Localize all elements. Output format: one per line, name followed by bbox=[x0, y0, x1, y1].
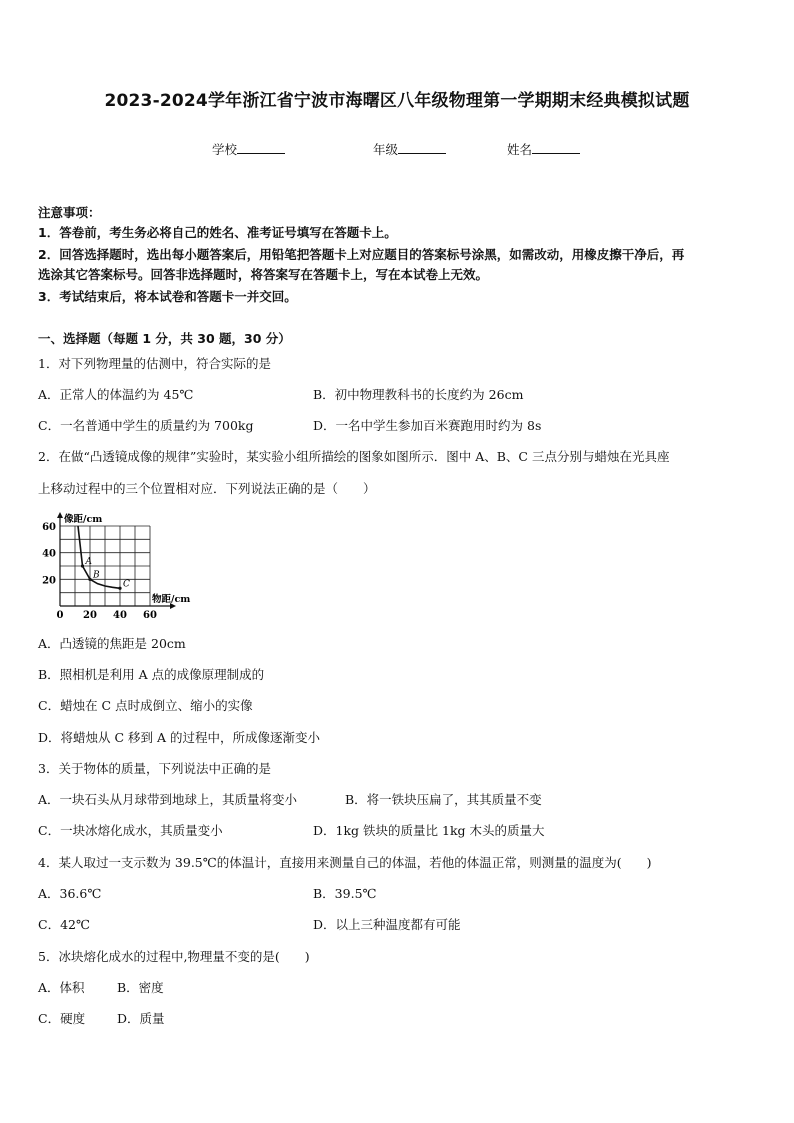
question-4-option-d: D．以上三种温度都有可能 bbox=[313, 917, 461, 932]
x-axis-label: 物距/cm bbox=[152, 594, 191, 605]
question-2-stem-line-1: 2．在做“凸透镜成像的规律”实验时，某实验小组所描绘的图象如图所示．图中 A、B、C 三点分别与蜡烛在光具座 bbox=[38, 449, 670, 464]
exam-title: 2023-2024学年浙江省宁波市海曙区八年级物理第一学期期末经典模拟试题 bbox=[104, 91, 690, 111]
x-tick-label: 60 bbox=[143, 610, 157, 620]
notes-heading: 注意事项： bbox=[38, 205, 101, 220]
question-5-option-c: C．硬度 bbox=[38, 1011, 86, 1026]
question-5-option-b: B．密度 bbox=[117, 980, 164, 995]
question-1-stem: 1．对下列物理量的估测中，符合实际的是 bbox=[38, 356, 271, 371]
question-1-option-c: C．一名普通中学生的质量约为 700kg bbox=[38, 418, 254, 433]
point-label-b: B bbox=[93, 570, 100, 581]
question-5-option-a: A．体积 bbox=[38, 980, 85, 995]
note-item: 选涂其它答案标号。回答非选择题时，将答案写在答题卡上，写在本试卷上无效。 bbox=[38, 267, 489, 282]
question-4-option-a: A．36.6℃ bbox=[38, 886, 102, 901]
note-item: 1．答卷前，考生务必将自己的姓名、准考证号填写在答题卡上。 bbox=[38, 225, 397, 240]
name-field bbox=[507, 140, 580, 158]
question-3-option-a: A．一块石头从月球带到地球上，其质量将变小 bbox=[38, 792, 298, 807]
name-label: 姓名 bbox=[507, 142, 533, 157]
grade-label: 年级 bbox=[373, 142, 399, 157]
question-2-stem-line-2: 上移动过程中的三个位置相对应．下列说法正确的是（ ） bbox=[38, 481, 376, 496]
point-label-a: A bbox=[85, 557, 92, 567]
name-blank bbox=[532, 141, 580, 154]
question-4-option-c: C．42℃ bbox=[38, 917, 90, 932]
school-blank bbox=[237, 141, 285, 154]
grade-field bbox=[373, 140, 446, 158]
question-4-option-b: B．39.5℃ bbox=[313, 886, 377, 901]
y-axis-label: 像距/cm bbox=[64, 514, 103, 525]
question-3-option-c: C．一块冰熔化成水，其质量变小 bbox=[38, 823, 223, 838]
question-2-option-b: B．照相机是利用 A 点的成像原理制成的 bbox=[38, 667, 265, 682]
point-b bbox=[88, 578, 91, 581]
question-5-option-d: D．质量 bbox=[117, 1011, 165, 1026]
point-a bbox=[81, 564, 84, 567]
y-tick-label: 40 bbox=[42, 548, 56, 560]
x-tick-label: 0 bbox=[56, 610, 64, 620]
x-tick-label: 40 bbox=[113, 610, 127, 620]
question-3-stem: 3．关于物体的质量，下列说法中正确的是 bbox=[38, 761, 271, 776]
note-item: 2．回答选择题时，选出每小题答案后，用铅笔把答题卡上对应题目的答案标号涂黑，如需改动，用橡皮擦干净后，再 bbox=[38, 247, 685, 262]
question-2-option-d: D．将蜡烛从 C 移到 A 的过程中，所成像逐渐变小 bbox=[38, 730, 321, 745]
y-tick-label: 60 bbox=[42, 522, 56, 533]
section-heading: 一、选择题（每题 1 分，共 30 题，30 分） bbox=[38, 331, 291, 346]
question-2-option-c: C．蜡烛在 C 点时成倒立、缩小的实像 bbox=[38, 698, 253, 713]
lens-image-chart bbox=[34, 508, 194, 620]
question-3-option-b: B．将一铁块压扁了，其其质量不变 bbox=[345, 792, 542, 807]
grade-blank bbox=[398, 141, 446, 154]
x-tick-label: 20 bbox=[83, 610, 97, 620]
question-1-option-a: A．正常人的体温约为 45℃ bbox=[38, 387, 194, 402]
point-label-c: C bbox=[123, 579, 130, 590]
question-2-option-a: A．凸透镜的焦距是 20cm bbox=[38, 636, 186, 651]
question-3-option-d: D．1kg 铁块的质量比 1kg 木头的质量大 bbox=[313, 823, 545, 838]
y-axis-arrow bbox=[57, 512, 63, 518]
question-1-option-b: B．初中物理教科书的长度约为 26cm bbox=[313, 387, 524, 402]
note-item: 3．考试结束后，将本试卷和答题卡一并交回。 bbox=[38, 289, 297, 304]
school-label: 学校 bbox=[212, 142, 238, 157]
school-field bbox=[212, 140, 285, 158]
question-1-option-d: D．一名中学生参加百米赛跑用时约为 8s bbox=[313, 418, 542, 433]
question-5-stem: 5．冰块熔化成水的过程中,物理量不变的是( ) bbox=[38, 949, 310, 964]
question-4-stem: 4．某人取过一支示数为 39.5℃的体温计，直接用来测量自己的体温，若他的体温正常，则测量的温度为( ) bbox=[38, 855, 652, 870]
point-c bbox=[118, 587, 121, 590]
y-tick-label: 20 bbox=[42, 575, 56, 587]
